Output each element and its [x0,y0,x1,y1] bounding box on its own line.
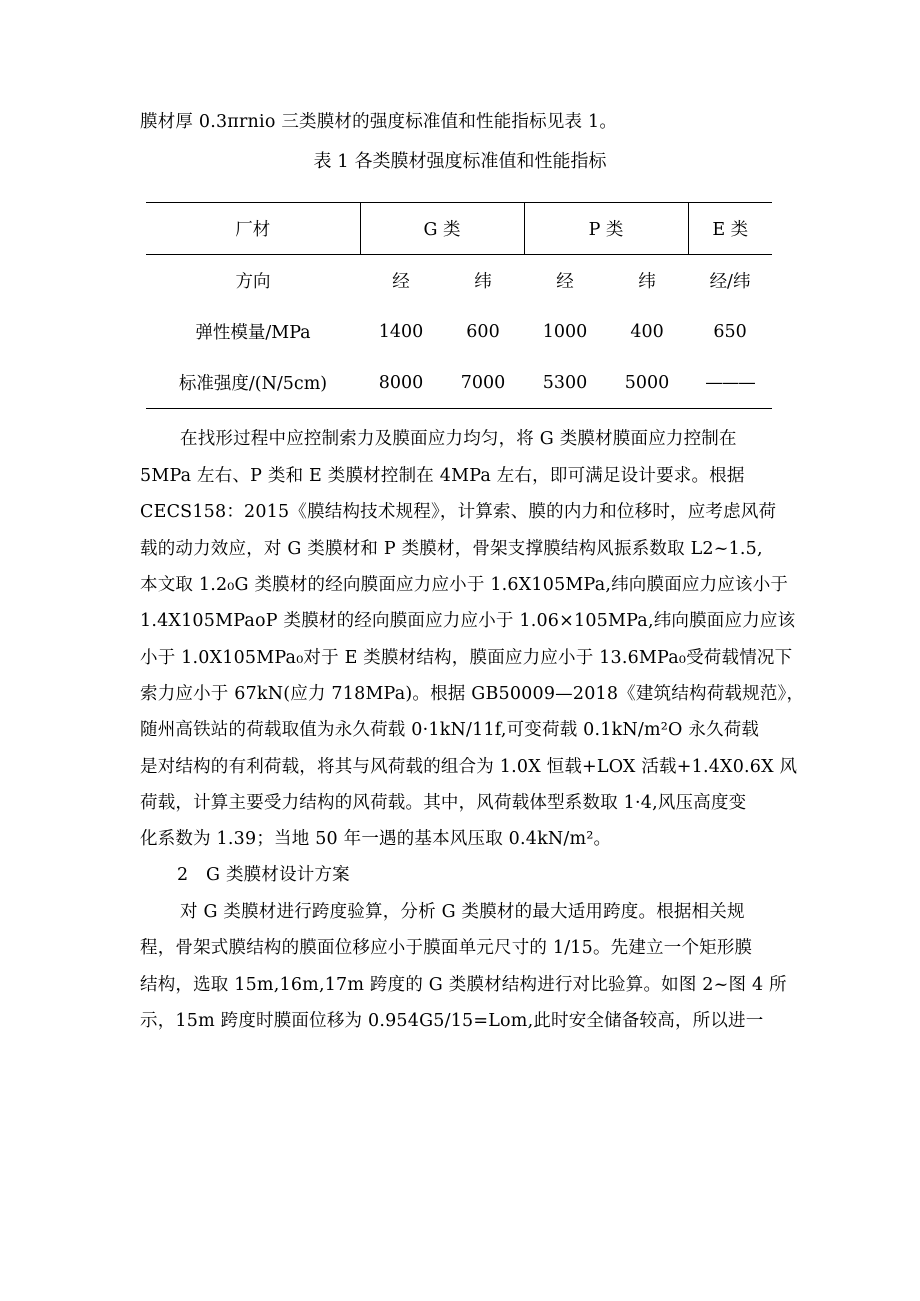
paragraph2-line: 对 G 类膜材进行跨度验算，分析 G 类膜材的最大适用跨度。根据相关规 [180,902,745,922]
cell-g-warp: 1400 [378,321,424,342]
cell-g-weft: 7000 [442,357,524,409]
paragraph1-line: 在找形过程中应控制索力及膜面应力均匀，将 G 类膜材膜面应力控制在 [180,429,737,449]
paragraph1-line: CECS158：2015《膜结构技术规程》，计算索、膜的内力和位移时，应考虑风荷 [140,502,777,522]
header-p-class: P 类 [524,203,688,255]
paragraph1-line: 是对结构的有利荷载，将其与风荷载的组合为 1.0X 恒载+LOX 活载+1.4X0.6X 风 [140,757,798,777]
paragraph1-line: 小于 1.0X105MPa₀对于 E 类膜材结构，膜面应力应小于 13.6MPa₀受荷载情况下 [140,648,793,668]
row-label: 弹性模量/MPa [195,323,311,343]
material-spec-table [146,202,772,409]
table-caption: 表 1 各类膜材强度标准值和性能指标 [313,151,607,172]
paragraph2-line: 结构，选取 15m,16m,17m 跨度的 G 类膜材结构进行对比验算。如图 2~图 4 所 [140,975,787,995]
table-header-row [146,203,772,255]
header-e-class: E 类 [688,203,772,255]
paragraph1-line: 1.4X105MPaoP 类膜材的经向膜面应力应小于 1.06×105MPa,纬向膜面应力应该 [140,611,796,631]
paragraph1-line: 随州高铁站的荷载取值为永久荷载 0·1kN/11f,可变荷载 0.1kN/m²O 永久荷载 [140,720,760,740]
intro-line: 膜材厚 0.3πrnio 三类膜材的强度标准值和性能指标见表 1。 [140,112,618,132]
table-row-direction [146,255,772,307]
cell-e: ——— [688,357,772,409]
paragraph1-line: 索力应小于 67kN(应力 718MPa)。根据 GB50009—2018《建筑结构荷载规范》， [140,684,805,704]
table-row-strength [146,357,772,409]
cell-e: 650 [713,321,747,342]
paragraph1-line: 5MPa 左右、P 类和 E 类膜材控制在 4MPa 左右，即可满足设计要求。根据 [140,466,745,486]
header-vendor: 厂材 [146,203,360,255]
cell-g-weft: 600 [466,321,500,342]
cell-p-weft: 纬 [638,272,656,292]
cell-p-warp: 1000 [542,321,588,342]
paragraph2-line: 程，骨架式膜结构的膜面位移应小于膜面单元尺寸的 1/15。先建立一个矩形膜 [140,938,753,958]
row-label: 方向 [235,272,271,292]
cell-p-weft: 5000 [606,357,688,409]
paragraph1-line: 荷载，计算主要受力结构的风荷载。其中，风荷载体型系数取 1·4,风压高度变 [140,793,747,813]
row-label: 标准强度/(N/5cm) [146,357,360,409]
cell-g-warp: 经 [392,272,410,292]
header-g-class: G 类 [360,203,524,255]
paragraph1-line: 化系数为 1.39；当地 50 年一遇的基本风压取 0.4kN/m²。 [140,829,612,849]
cell-g-warp: 8000 [360,357,442,409]
cell-p-warp: 5300 [524,357,606,409]
cell-p-warp: 经 [556,272,574,292]
paragraph1-line: 本文取 1.2₀G 类膜材的经向膜面应力应小于 1.6X105MPa,纬向膜面应力应该小于 [140,575,789,595]
paragraph1-line: 载的动力效应，对 G 类膜材和 P 类膜材，骨架支撑膜结构风振系数取 L2~1.5, [140,539,763,559]
paragraph2-line: 示，15m 跨度时膜面位移为 0.954G5/15=Lom,此时安全储备较高，所以进一 [140,1011,764,1031]
cell-g-weft: 纬 [474,272,492,292]
section-heading: 2 G 类膜材设计方案 [177,865,350,885]
cell-e: 经/纬 [709,272,751,292]
table-row-modulus [146,306,772,357]
cell-p-weft: 400 [630,321,664,342]
